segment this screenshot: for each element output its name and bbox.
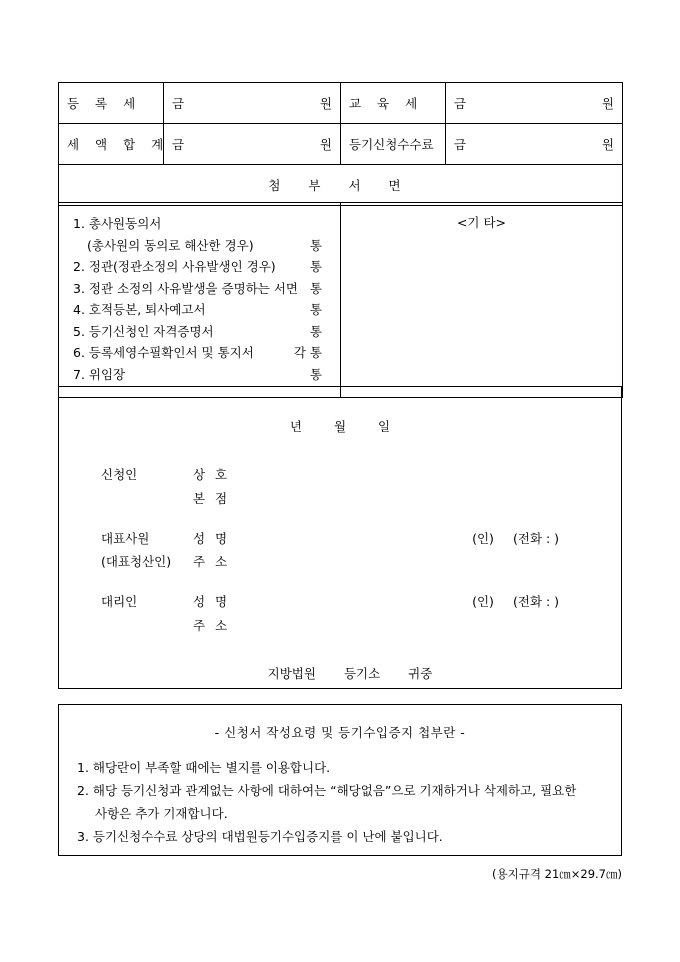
head-office-value[interactable] [313, 487, 453, 511]
list-item [77, 780, 599, 825]
registration-tax-label [59, 83, 164, 124]
liquidator-label: (대표청산인) [101, 554, 172, 570]
attachment-etc-label: <기 타> [456, 215, 507, 230]
trade-name-value[interactable] [313, 463, 453, 487]
agent-name-label: 성 명 [193, 594, 231, 609]
representative-address-seal [453, 550, 513, 574]
representative-phone[interactable]: (전화 : ) [513, 530, 560, 546]
representative-seal: (인) [472, 530, 494, 546]
representative-name-label: 성 명 [193, 530, 231, 546]
total-tax-amount-unit: 원 [319, 137, 332, 152]
filing-fee-label-text: 등기신청수수료 [349, 137, 434, 152]
representative-name-row [101, 527, 621, 551]
agent-label: 대리인 [101, 594, 138, 609]
head-office-seal [453, 487, 513, 511]
signature-rows [59, 463, 621, 638]
registration-tax-amount-unit: 원 [319, 96, 332, 111]
agent-phone[interactable]: (전화 : ) [513, 594, 560, 609]
notes-list [59, 757, 621, 848]
education-tax-amount-prefix: 금 [454, 96, 467, 111]
note-text: 3. 등기신청수수료 상당의 대법원등기수입증지를 이 난에 붙입니다. [77, 828, 443, 844]
attachment-item-unit [322, 213, 334, 235]
list-item [73, 278, 334, 300]
filing-fee-amount-prefix: 금 [454, 137, 467, 152]
trade-name-label: 상 호 [193, 467, 231, 482]
list-item [77, 826, 599, 848]
attachment-item-text: 6. 등록세영수필확인서 및 통지서 [73, 345, 254, 360]
table-row [59, 165, 623, 206]
list-item [73, 213, 334, 235]
head-office-label: 본 점 [193, 490, 231, 506]
education-tax-amount-cell[interactable] [446, 83, 623, 124]
note-text: 2. 해당 등기신청과 관계없는 사항에 대하여는 “해당없음”으로 기재하거나 삭제하고, 필요한 [77, 783, 577, 799]
registration-tax-label-text: 등 록 세 [67, 96, 142, 111]
representative-address-row [101, 550, 621, 574]
table-row [59, 203, 623, 398]
applicant-name-row [101, 463, 621, 487]
date-day: 일 [378, 419, 391, 434]
agent-name-row [101, 590, 621, 614]
note-text: 1. 해당란이 부족할 때에는 별지를 이용합니다. [77, 760, 331, 775]
agent-address-row [101, 614, 621, 638]
education-tax-label [341, 83, 446, 124]
tax-table [58, 82, 623, 206]
court-honorific: 귀중 [408, 665, 433, 681]
attachment-list [59, 213, 340, 385]
court-line [59, 664, 621, 682]
representative-address-value[interactable] [313, 550, 453, 574]
attachment-item-text: 1. 총사원동의서 [73, 216, 162, 231]
date-line [59, 417, 621, 435]
attachment-item-unit: 통 [309, 302, 322, 317]
date-month: 월 [333, 419, 347, 434]
attachment-item-text: (총사원의 동의로 해산한 경우) [87, 237, 254, 253]
list-item [73, 299, 334, 321]
representative-label: 대표사원 [101, 530, 150, 546]
table-row [59, 124, 623, 165]
agent-address-value[interactable] [313, 614, 453, 638]
attachment-item-unit: 통 [309, 280, 322, 296]
attachment-item-unit: 통 [309, 366, 322, 382]
head-office-blank [101, 487, 193, 511]
row-gap [101, 511, 621, 527]
notes-title: - 신청서 작성요령 및 등기수입증지 첩부란 - [214, 725, 466, 740]
list-item [73, 256, 334, 278]
applicant-label: 신청인 [101, 467, 138, 482]
filing-fee-label [341, 124, 446, 165]
attachment-list-cell [59, 203, 341, 398]
agent-name-value[interactable] [313, 590, 453, 614]
notes-block [58, 704, 622, 856]
applicant-head-office-row [101, 487, 621, 511]
date-year: 년 [289, 419, 302, 434]
registry-office: 등기소 [343, 665, 381, 681]
representative-name-value[interactable] [313, 527, 453, 551]
list-item [73, 364, 334, 386]
paper-spec: (용지규격 21㎝×29.7㎝) [492, 867, 622, 881]
registration-tax-amount-prefix: 금 [172, 96, 185, 111]
total-tax-amount-cell[interactable] [164, 124, 341, 165]
court-name: 지방법원 [267, 665, 316, 681]
attachment-item-text: 7. 위임장 [73, 366, 126, 382]
attachment-table [58, 202, 623, 398]
note-text-continued: 사항은 추가 기재합니다. [95, 805, 228, 821]
attachment-item-text: 5. 등기신청인 자격증명서 [73, 323, 214, 339]
agent-address-seal [453, 614, 513, 638]
signature-block [58, 386, 622, 689]
total-tax-label [59, 124, 170, 165]
filing-fee-amount-unit: 원 [601, 137, 614, 152]
agent-address-label: 주 소 [193, 617, 231, 633]
filing-fee-amount-cell[interactable] [446, 124, 623, 165]
attachment-item-unit: 통 [309, 323, 322, 339]
list-item [77, 757, 599, 779]
attachment-item-text: 3. 정관 소정의 사유발생을 증명하는 서면 [73, 280, 298, 296]
total-tax-amount-prefix: 금 [172, 137, 185, 152]
representative-address-label: 주 소 [193, 554, 231, 570]
agent-address-blank [101, 614, 193, 638]
registration-tax-amount-cell[interactable] [164, 83, 341, 124]
row-gap [101, 574, 621, 590]
attachment-section-title: 첨 부 서 면 [59, 165, 623, 206]
list-item [73, 235, 334, 257]
attachment-item-unit: 통 [309, 259, 322, 274]
table-row [59, 83, 623, 124]
list-item [73, 342, 334, 364]
attachment-item-text: 2. 정관(정관소정의 사유발생인 경우) [73, 259, 276, 274]
total-tax-label-text: 세 액 합 계 [67, 137, 170, 152]
attachment-item-unit: 통 [309, 237, 322, 253]
education-tax-label-text: 교 육 세 [349, 96, 424, 111]
attachment-etc-cell[interactable] [341, 203, 623, 398]
attachment-item-text: 4. 호적등본, 퇴사예고서 [73, 302, 206, 317]
list-item [73, 321, 334, 343]
education-tax-amount-unit: 원 [601, 96, 614, 111]
trade-name-seal [453, 463, 513, 487]
attachment-item-unit: 각 통 [293, 345, 322, 360]
agent-seal: (인) [472, 594, 494, 609]
